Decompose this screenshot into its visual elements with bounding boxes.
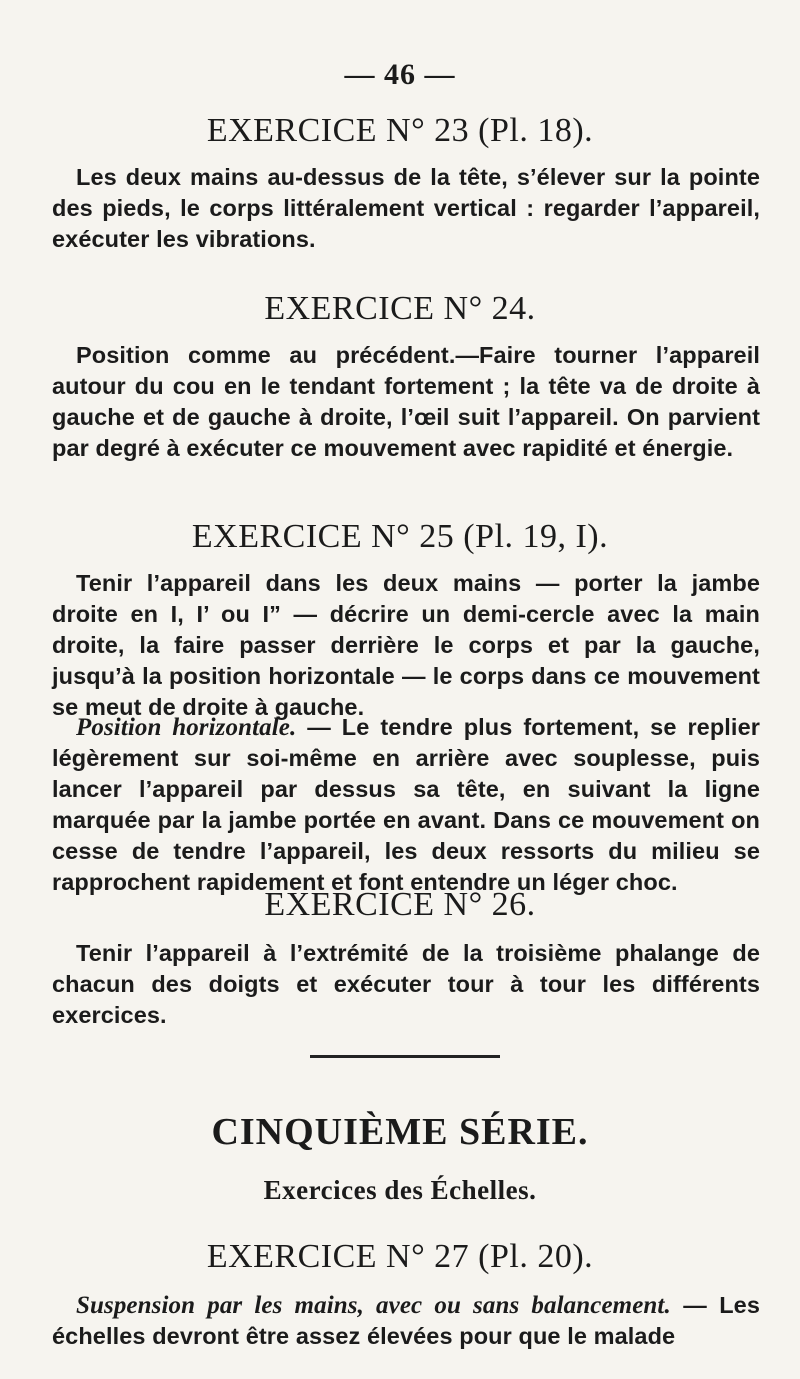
subsection-text: — Le tendre plus fortement, se replier légèrement sur soi-même en arrière avec souplesse, puis lancer l’appareil par dessus sa tête, en suivant la ligne marquée par la jambe portée en avant. Dans ce mouvement on cesse de tendre l’appareil, les deux ressorts du milieu se rapprochent rapidement et font entendre un léger choc. (52, 714, 760, 895)
exercise-25-text: Tenir l’appareil dans les deux mains — porter la jambe droite en I, I’ ou I” — décrire un demi-cercle avec la main droite, la faire passer derrière le corps et par la gauche, jusqu’à la position horizontale — le corps dans ce mouvement se meut de droite à gauche. (52, 570, 760, 720)
exercise-26-text: Tenir l’appareil à l’extrémité de la troisième phalange de chacun des doigts et exécuter tour à tour les différents exercices. (52, 940, 760, 1028)
page-number: — 46 — (344, 58, 456, 91)
exercise-25-heading: EXERCICE N° 25 (Pl. 19, I). (191, 518, 609, 555)
exercise-23-text: Les deux mains au-dessus de la tête, s’élever sur la pointe des pieds, le corps littéralement vertical : regarder l’appareil, exécuter les vibrations. (52, 164, 760, 252)
exercise-26-heading: EXERCICE N° 26. (264, 886, 536, 923)
series-subtitle: Exercices des Échelles. (263, 1175, 537, 1205)
exercise-27-heading: EXERCICE N° 27 (Pl. 20). (206, 1238, 594, 1275)
series-title: CINQUIÈME SÉRIE. (211, 1111, 589, 1153)
exercise-24-heading: EXERCICE N° 24. (264, 290, 536, 327)
exercise-24-text: Position comme au précédent.—Faire tourner l’appareil autour du cou en le tendant fortement ; la tête va de droite à gauche et de gauche à droite, l’œil suit l’appareil. On parvient par degré à exécuter ce mouvement avec rapidité et énergie. (52, 342, 760, 461)
subsection-title: Position horizontale. (76, 714, 297, 741)
exercise-25-subsection (52, 712, 760, 898)
exercise-27-body: — Les échelles devront être assez élevées pour que le malade (52, 1292, 760, 1349)
section-divider (310, 1055, 500, 1058)
exercise-23-heading: EXERCICE N° 23 (Pl. 18). (206, 112, 594, 149)
exercise-27-text (52, 1290, 760, 1352)
exercise-27-lead: Suspension par les mains, avec ou sans balancement. (76, 1292, 671, 1319)
